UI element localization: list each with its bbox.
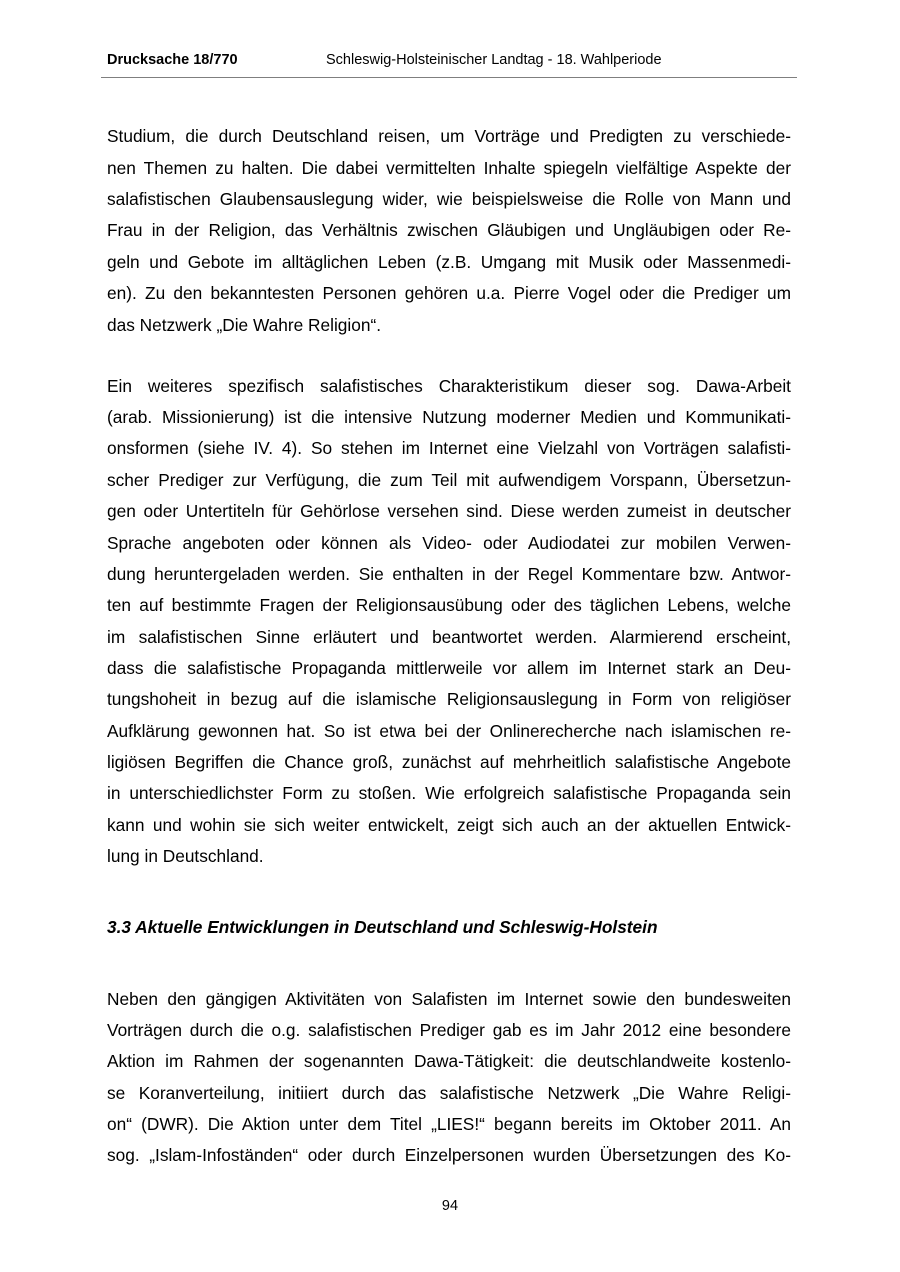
text-line: Frau in der Religion, das Verhältnis zwischen Gläubigen und Ungläubigen oder Re- (107, 220, 791, 240)
parliament-title: Schleswig-Holsteinischer Landtag - 18. Wahlperiode (326, 52, 662, 68)
text-line: ten auf bestimmte Fragen der Religionsausübung oder des täglichen Lebens, welche (107, 595, 791, 615)
text-line: Aufklärung gewonnen hat. So ist etwa bei der Onlinerecherche nach islamischen re- (107, 721, 791, 741)
text-line: sog. „Islam-Infoständen“ oder durch Einzelpersonen wurden Übersetzungen des Ko- (107, 1145, 791, 1165)
text-line: geln und Gebote im alltäglichen Leben (z.B. Umgang mit Musik oder Massenmedi- (107, 252, 791, 272)
page-header (107, 52, 797, 74)
text-line: gen oder Untertiteln für Gehörlose versehen sind. Diese werden zumeist in deutscher (107, 501, 791, 521)
text-line: kann und wohin sie sich weiter entwickelt, zeigt sich auch an der aktuellen Entwick- (107, 815, 791, 835)
text-line: Neben den gängigen Aktivitäten von Salafisten im Internet sowie den bundesweiten (107, 989, 791, 1009)
text-line: dass die salafistische Propaganda mittlerweile vor allem im Internet stark an Deu- (107, 658, 791, 678)
section-heading: 3.3 Aktuelle Entwicklungen in Deutschland und Schleswig-Holstein (107, 917, 658, 937)
text-line: Aktion im Rahmen der sogenannten Dawa-Tätigkeit: die deutschlandweite kostenlo- (107, 1051, 791, 1071)
page-number: 94 (441, 1198, 459, 1214)
text-line: lung in Deutschland. (107, 846, 264, 866)
text-line: nen Themen zu halten. Die dabei vermittelten Inhalte spiegeln vielfältige Aspekte der (107, 158, 791, 178)
text-line: Ein weiteres spezifisch salafistisches Charakteristikum dieser sog. Dawa-Arbeit (107, 376, 791, 396)
text-line: ligiösen Begriffen die Chance groß, zunächst auf mehrheitlich salafistische Angebote (107, 752, 791, 772)
text-line: scher Prediger zur Verfügung, die zum Teil mit aufwendigem Vorspann, Übersetzun- (107, 470, 791, 490)
text-line: tungshoheit in bezug auf die islamische Religionsauslegung in Form von religiöser (107, 689, 791, 709)
text-line: im salafistischen Sinne erläutert und beantwortet werden. Alarmierend erscheint, (107, 627, 791, 647)
text-line: (arab. Missionierung) ist die intensive Nutzung moderner Medien und Kommunikati- (107, 407, 791, 427)
header-divider (101, 77, 797, 78)
text-line: Studium, die durch Deutschland reisen, um Vorträge und Predigten zu verschiede- (107, 126, 791, 146)
text-line: dung heruntergeladen werden. Sie enthalten in der Regel Kommentare bzw. Antwor- (107, 564, 791, 584)
text-line: se Koranverteilung, initiiert durch das salafistische Netzwerk „Die Wahre Religi- (107, 1083, 791, 1103)
text-line: salafistischen Glaubensauslegung wider, wie beispielsweise die Rolle von Mann und (107, 189, 791, 209)
text-line: on“ (DWR). Die Aktion unter dem Titel „LIES!“ begann bereits im Oktober 2011. An (107, 1114, 791, 1134)
text-line: Sprache angeboten oder können als Video- oder Audiodatei zur mobilen Verwen- (107, 533, 791, 553)
text-line: onsformen (siehe IV. 4). So stehen im Internet eine Vielzahl von Vorträgen salafisti- (107, 438, 791, 458)
document-number: Drucksache 18/770 (107, 52, 238, 68)
text-line: in unterschiedlichster Form zu stoßen. Wie erfolgreich salafistische Propaganda sein (107, 783, 791, 803)
text-line: das Netzwerk „Die Wahre Religion“. (107, 315, 382, 335)
text-line: en). Zu den bekanntesten Personen gehören u.a. Pierre Vogel oder die Prediger um (107, 283, 791, 303)
text-line: Vorträgen durch die o.g. salafistischen Prediger gab es im Jahr 2012 eine besondere (107, 1020, 791, 1040)
